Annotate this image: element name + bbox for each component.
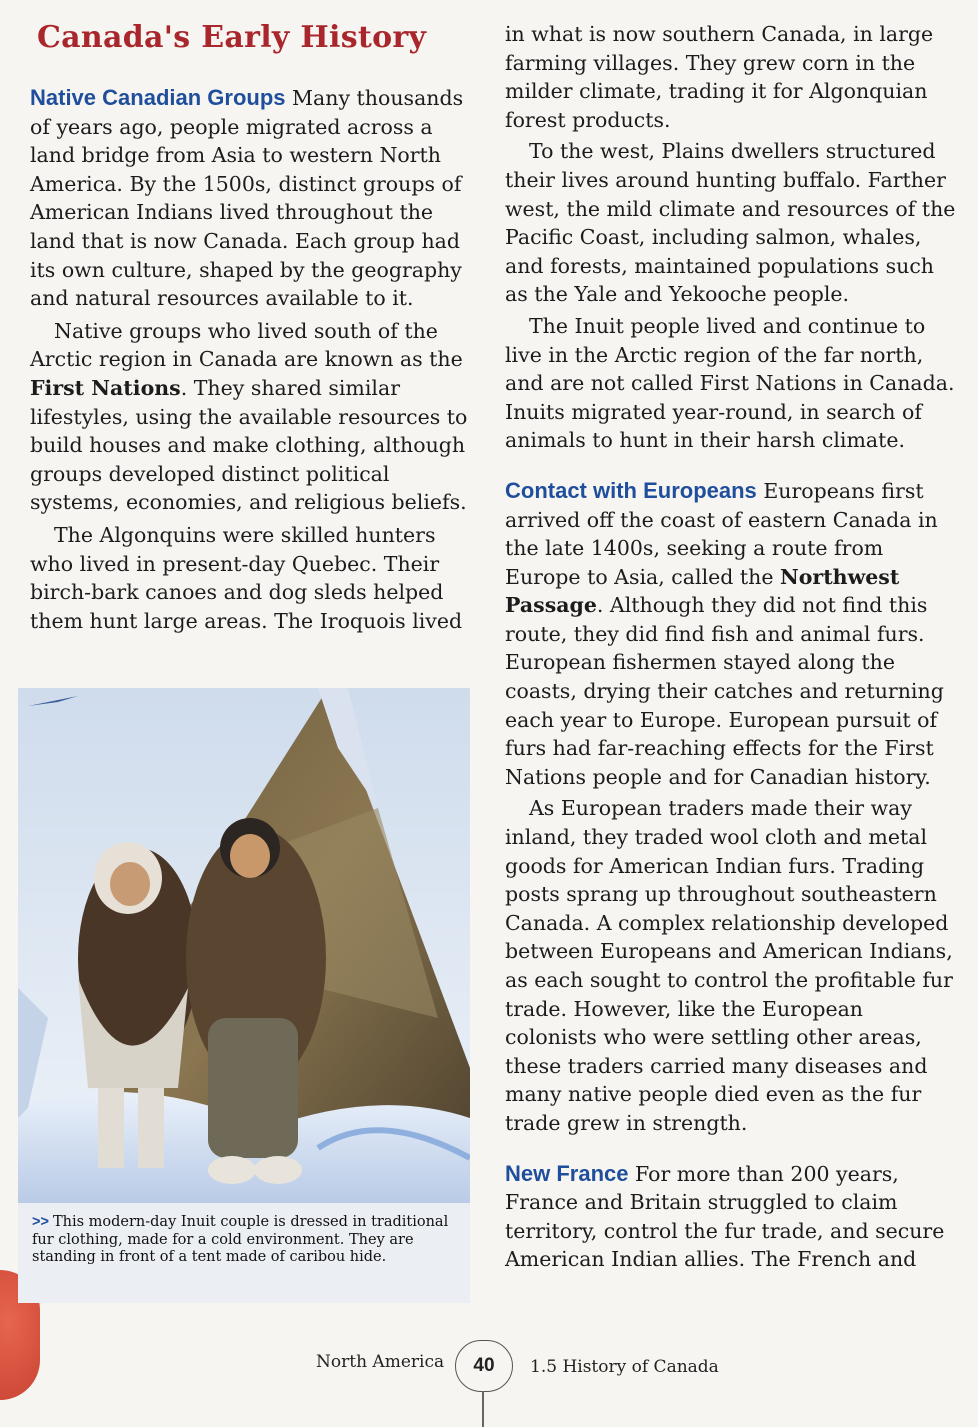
native-groups-paragraph-2: Native groups who lived south of the Arctic region in Canada are known as the First Nations. They shared similar lifestyles, using the available resources to build houses and make clothing, although groups developed distinct political systems, economies, and religious beliefs. — [30, 318, 468, 515]
photo-caption: >> This modern-day Inuit couple is dressed in traditional fur clothing, made for a cold environment. They are standing in front of a tent made of caribou hide. — [32, 1214, 449, 1265]
term-northwest-passage: Northwest Passage — [505, 564, 900, 618]
native-groups-paragraph-3: The Algonquins were skilled hunters who lived in present-day Quebec. Their birch-bark canoes and dog sleds helped them hunt large areas. The Iroquois lived — [30, 522, 463, 633]
section-heading-contact-europeans: Contact with Europeans — [505, 477, 757, 503]
right-column — [505, 20, 960, 1274]
photo-caption-box — [18, 1203, 470, 1303]
native-groups-paragraph-5: The Inuit people lived and continue to live in the Arctic region of the far north, and are not called First Nations in Canada. Inuits migrated year-round, in search of animals to hunt in their harsh climate. — [505, 313, 955, 453]
section-heading-native-groups: Native Canadian Groups — [30, 85, 286, 110]
native-groups-paragraph-3-cont: in what is now southern Canada, in large farming villages. They grew corn in the milder climate, trading it for Algonquian forest products. — [505, 22, 934, 132]
page-number-divider — [482, 1391, 484, 1427]
term-first-nations: First Nations — [30, 375, 181, 400]
native-groups-paragraph-4: To the west, Plains dwellers structured their lives around hunting buffalo. Farther west, the mild climate and resources of the Pacific Coast, including salmon, whales, and forests, maintained populations such as the Yale and Yekooche people. — [505, 139, 956, 307]
contact-paragraph-2: As European traders made their way inland, they traded wool cloth and metal goods for American Indian furs. Trading posts sprang up throughout southeastern Canada. A complex relationship developed between Europeans and American Indians, as each sought to control the profitable fur trade. However, like the European colonists who were settling other areas, these traders carried many diseases and many native people died even as the fur trade grew in strength. — [505, 796, 953, 1135]
contact-paragraph-1: Contact with Europeans Europeans first arrived off the coast of eastern Canada in the late 1400s, seeking a route from Europe to Asia, called the Northwest Passage. Although they did not find this route, they did find fish and animal furs. European fishermen stayed along the coasts, drying their catches and returning each year to Europe. European pursuit of furs had far-reaching effects for the First Nations people and for Canadian history. — [505, 477, 944, 789]
new-france-paragraph-1: New France For more than 200 years, France and Britain struggled to claim territory, control the fur trade, and secure American Indian allies. The French and — [505, 1160, 945, 1272]
page-title: Canada's Early History — [37, 20, 427, 55]
section-heading-new-france: New France — [505, 1160, 629, 1186]
page-number: 40 — [455, 1340, 513, 1392]
footer-book-title: North America — [316, 1352, 445, 1372]
left-column — [30, 84, 480, 635]
footer-section-title: 1.5 History of Canada — [530, 1357, 719, 1377]
inuit-couple-photo — [18, 688, 470, 1203]
native-groups-paragraph-1: Native Canadian Groups Many thousands of years ago, people migrated across a land bridge from Asia to western North America. By the 1500s, distinct groups of American Indians lived throughout the land that is now Canada. Each group had its own culture, shaped by the geography and natural resources available to it. — [30, 85, 464, 311]
caption-marker: >> — [32, 1214, 49, 1230]
